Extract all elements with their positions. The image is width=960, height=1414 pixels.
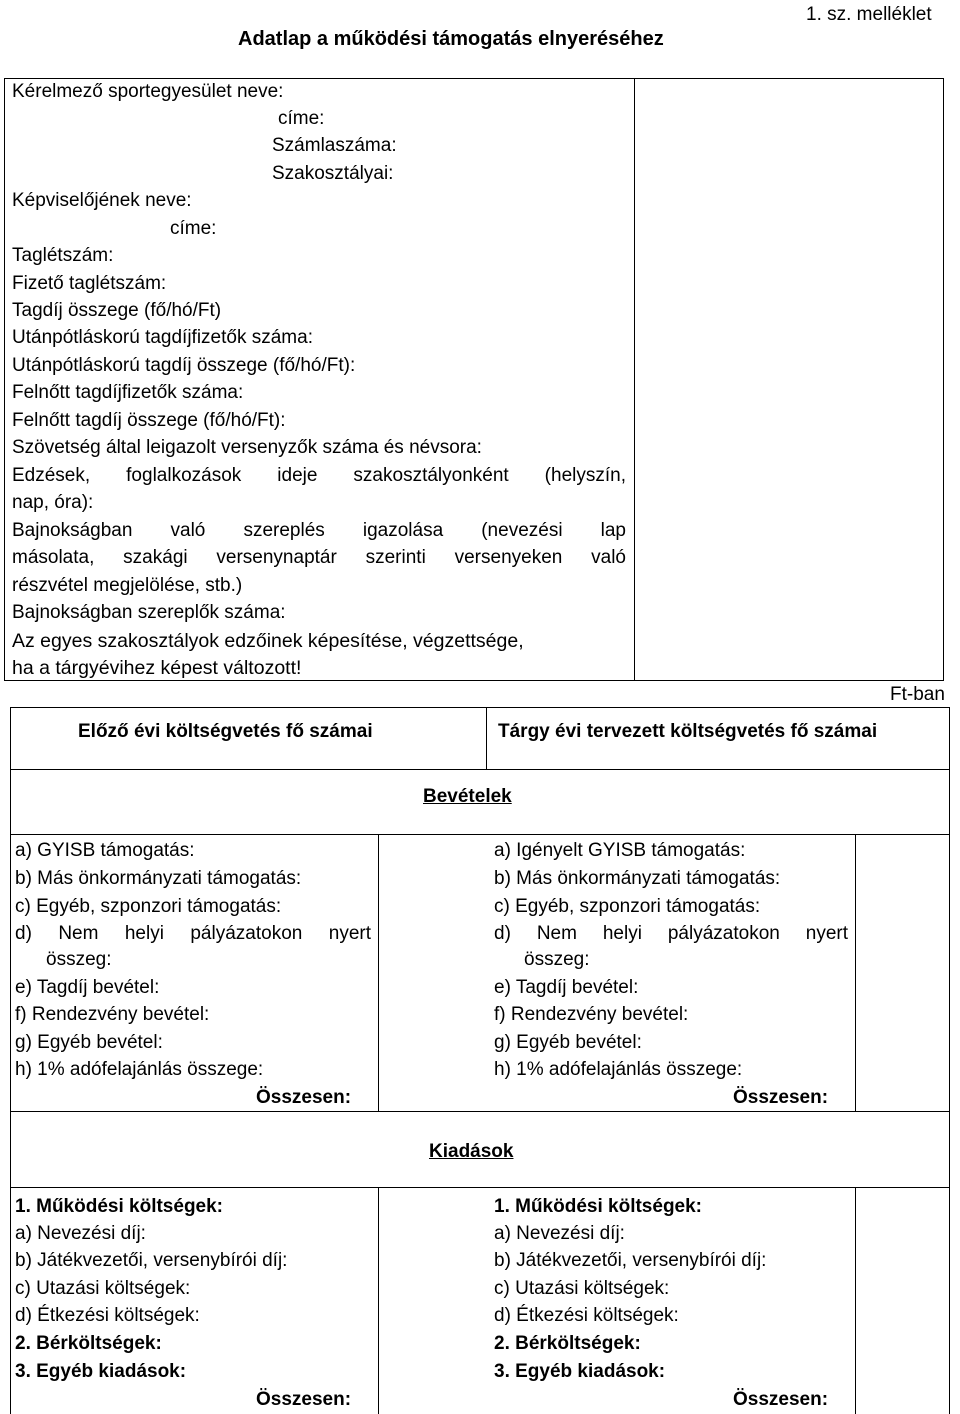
income-prev-tax-offer: h) 1% adófelajánlás összege: bbox=[15, 1059, 264, 1080]
expense-prev-operating: 1. Működési költségek: bbox=[15, 1196, 224, 1217]
income-plan-tax-offer: h) 1% adófelajánlás összege: bbox=[494, 1059, 743, 1080]
form-label-championship-proof-end: részvétel megjelölése, stb.) bbox=[12, 575, 243, 596]
income-plan-other: g) Egyéb bevétel: bbox=[494, 1032, 642, 1053]
expense-plan-travel: c) Utazási költségek: bbox=[494, 1278, 670, 1299]
form-label-membership: Taglétszám: bbox=[12, 245, 114, 266]
income-plan-municipal: b) Más önkormányzati támogatás: bbox=[494, 868, 781, 889]
income-prev-total: Összesen: bbox=[256, 1087, 352, 1108]
expense-plan-total: Összesen: bbox=[733, 1389, 829, 1410]
income-prev-events: f) Rendezvény bevétel: bbox=[15, 1004, 210, 1025]
form-label-youth-payers: Utánpótláskorú tagdíjfizetők száma: bbox=[12, 327, 313, 348]
expense-prev-wages: 2. Bérköltségek: bbox=[15, 1333, 162, 1354]
income-plan-events: f) Rendezvény bevétel: bbox=[494, 1004, 689, 1025]
column-header-planned-year: Tárgy évi tervezett költségvetés fő számai bbox=[498, 721, 878, 742]
expense-prev-other: 3. Egyéb kiadások: bbox=[15, 1361, 187, 1382]
income-prev-grants-cont: összeg: bbox=[46, 949, 112, 970]
expense-plan-wages: 2. Bérköltségek: bbox=[494, 1333, 641, 1354]
income-prev-membership-fee: e) Tagdíj bevétel: bbox=[15, 977, 160, 998]
form-label-representative-address: címe: bbox=[170, 218, 217, 239]
form-label-paying-members: Fizető taglétszám: bbox=[12, 273, 167, 294]
expense-prev-total: Összesen: bbox=[256, 1389, 352, 1410]
income-prev-other: g) Egyéb bevétel: bbox=[15, 1032, 163, 1053]
form-label-club-name: Kérelmező sportegyesület neve: bbox=[12, 81, 284, 102]
expense-prev-travel: c) Utazási költségek: bbox=[15, 1278, 191, 1299]
expense-prev-referee-fee: b) Játékvezetői, versenybírói díj: bbox=[15, 1250, 288, 1271]
expense-plan-entry-fee: a) Nevezési díj: bbox=[494, 1223, 625, 1244]
expense-prev-meals: d) Étkezési költségek: bbox=[15, 1305, 200, 1326]
income-plan-membership-fee: e) Tagdíj bevétel: bbox=[494, 977, 639, 998]
expense-section-title: Kiadások bbox=[429, 1141, 514, 1162]
form-label-championship-participants: Bajnokságban szereplők száma: bbox=[12, 602, 286, 623]
form-label-training-times: Edzések, foglalkozások ideje szakosztályonként (helyszín, bbox=[12, 465, 626, 486]
form-label-adult-payers: Felnőtt tagdíjfizetők száma: bbox=[12, 382, 244, 403]
expense-plan-referee-fee: b) Játékvezetői, versenybírói díj: bbox=[494, 1250, 767, 1271]
column-header-previous-year: Előző évi költségvetés fő számai bbox=[78, 721, 373, 742]
currency-unit: Ft-ban bbox=[890, 684, 945, 705]
form-label-registered-athletes: Szövetség által leigazolt versenyzők száma és névsora: bbox=[12, 437, 482, 458]
expense-prev-entry-fee: a) Nevezési díj: bbox=[15, 1223, 146, 1244]
form-label-training-times-cont: nap, óra): bbox=[12, 492, 94, 513]
page-title: Adatlap a működési támogatás elnyeréséhez bbox=[238, 28, 664, 50]
form-label-coach-qualifications-cont: ha a tárgyévihez képest változott! bbox=[12, 657, 302, 679]
expense-plan-operating: 1. Működési költségek: bbox=[494, 1196, 703, 1217]
form-label-account-number: Számlaszáma: bbox=[272, 135, 397, 156]
income-prev-gyisb: a) GYISB támogatás: bbox=[15, 840, 195, 861]
income-plan-total: Összesen: bbox=[733, 1087, 829, 1108]
annex-label: 1. sz. melléklet bbox=[806, 4, 932, 25]
income-prev-sponsor: c) Egyéb, szponzori támogatás: bbox=[15, 896, 282, 917]
form-label-departments: Szakosztályai: bbox=[272, 163, 394, 184]
income-plan-sponsor: c) Egyéb, szponzori támogatás: bbox=[494, 896, 761, 917]
income-prev-municipal: b) Más önkormányzati támogatás: bbox=[15, 868, 302, 889]
expense-plan-meals: d) Étkezési költségek: bbox=[494, 1305, 679, 1326]
income-prev-grants: d) Nem helyi pályázatokon nyert bbox=[15, 923, 371, 944]
income-plan-grants-cont: összeg: bbox=[524, 949, 590, 970]
form-label-championship-proof: Bajnokságban való szereplés igazolása (nevezési lap bbox=[12, 520, 626, 541]
income-plan-grants: d) Nem helyi pályázatokon nyert bbox=[494, 923, 848, 944]
expense-plan-other: 3. Egyéb kiadások: bbox=[494, 1361, 666, 1382]
form-label-championship-proof-cont: másolata, szakági versenynaptár szerinti versenyeken való bbox=[12, 547, 626, 568]
form-label-adult-fee: Felnőtt tagdíj összege (fő/hó/Ft): bbox=[12, 410, 286, 431]
income-plan-gyisb: a) Igényelt GYISB támogatás: bbox=[494, 840, 746, 861]
form-label-fee-amount: Tagdíj összege (fő/hó/Ft) bbox=[12, 300, 222, 321]
form-label-club-address: címe: bbox=[278, 108, 325, 129]
form-label-representative-name: Képviselőjének neve: bbox=[12, 190, 192, 211]
form-label-youth-fee: Utánpótláskorú tagdíj összege (fő/hó/Ft): bbox=[12, 355, 356, 376]
income-section-title: Bevételek bbox=[423, 786, 512, 807]
form-label-coach-qualifications: Az egyes szakosztályok edzőinek képesítése, végzettsége, bbox=[12, 630, 524, 652]
